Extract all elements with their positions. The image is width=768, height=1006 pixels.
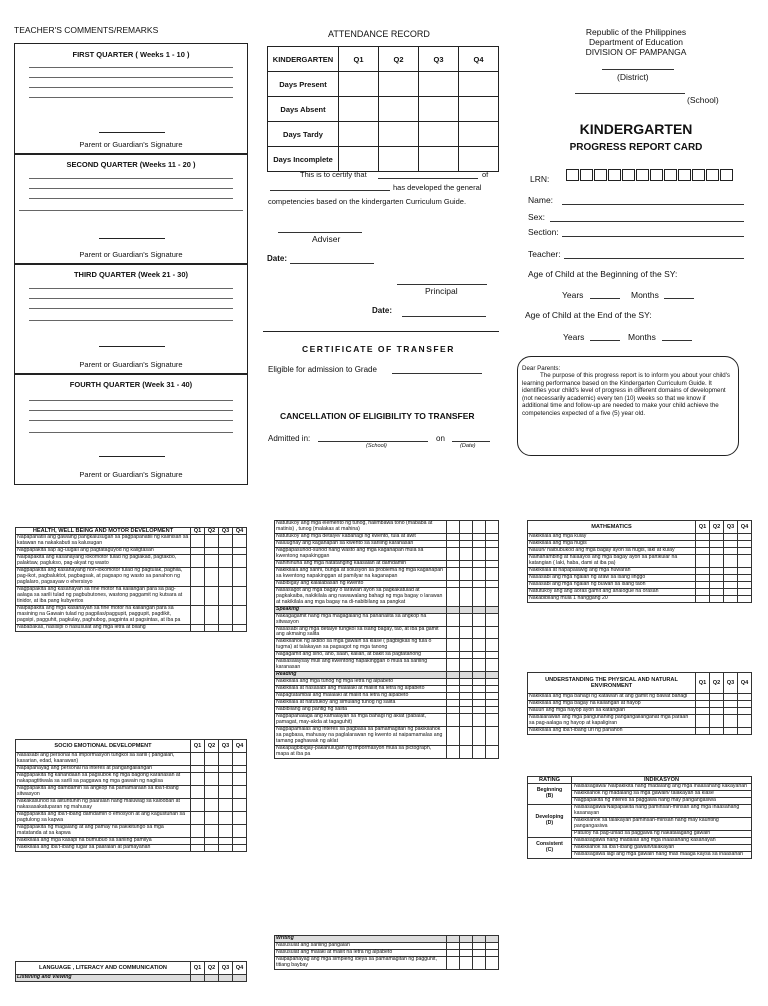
rating-table [527,776,752,859]
indikasyon-text: Nakikilahok ng madalang sa mga gawain/ talakayan sa klase [572,791,752,798]
attendance-heading: ATTENDANCE RECORD [328,29,430,39]
indikasyon-text: Nakikilahok sa iba't-ibang gawain/talakayan [572,845,752,852]
rating-header: RATING [528,777,572,784]
quarter-header: Q3 [419,47,459,72]
guardian-signature-label: Parent or Guardian's Signature [79,250,183,259]
letter-salutation: Dear Parents: [522,365,561,372]
competency-text: Nakikilala ang sanhi, bunga at solusyon sa problema ng mga kaganapan sa kwentong napakinggan at pamilyar na kaganapan [275,567,447,580]
table-title: MATHEMATICS [528,521,696,534]
competency-text: Nakikilahok ng aktibo sa mga gawain sa klase ( pagbigkas ng tula o tugma) at talakayan sa pagsagot ng mga tanong [275,639,447,652]
competency-text: Nasasabi ang mga ngalan ng araw sa isang linggo [528,574,696,581]
competency-text: Naipapakita ang kasanayang lokomotor tulad ng paglakad, pagtakbo, palaktaw, paglukso, pag-akyat ng wasto [16,555,191,568]
table-row [275,613,499,626]
school-caption: (School) [366,443,387,449]
competency-text: Napapahayag ang personal na interes at pangangailangan [16,765,191,772]
school-label: (School) [687,95,719,105]
lrn-label: LRN: [530,174,550,184]
competency-text: Nagpapakita ang damdamin sa angkop na pamamaraan sa iba't-ibang sitwasyon [16,785,191,798]
table-row [16,824,247,837]
competency-text: Natutukoy ang ang aoras gamit ang analogue na orasan [528,588,696,595]
table-subheading: Speaking [275,606,447,613]
deped-header [520,27,752,58]
indikasyon-text: Naisasagawa lagi ang mga gawain nang mas maaga kaysa sa inaasahan [572,852,752,859]
attendance-row-label: Days Tardy [268,122,339,147]
table-subheading: Writing [275,936,447,943]
language-continued-table [274,520,499,759]
quarter-header: Q2 [379,47,419,72]
fourth-quarter-box [14,373,248,485]
table-row [275,626,499,639]
indikasyon-text: Naisasagawa nang madalas ang mga inaasahang kasanayan [572,838,752,845]
table-row [16,535,247,548]
table-row [528,714,752,727]
competency-text: Nakabibilang mula 1 hanggang 20 [528,595,696,602]
guardian-signature-label: Parent or Guardian's Signature [79,360,183,369]
table-row [16,624,247,631]
date-label-2: Date: [372,306,393,315]
table-subheading: Listening and Viewing [16,975,191,982]
competency-text: Naihahambing at naiaayos ang mga bagay ayon sa partikular na katangian ( laki, haba, dami at iba pa) [528,554,696,567]
name-label: Name: [528,195,554,205]
indikasyon-text: Patuloy na pag-unlad sa paggawa ng nakatalagang gawain [572,831,752,838]
socio-table: SOCIO EMOTIONAL DEVELOPMENT Q1 Q2 Q3 Q4 Nasasabi ang personal na impormasyon tungkol sa sarili ( pangalan, kasarian, edad, kaarawan) Napapahayag ang personal na interes at pangangailangan Nagpapakita ng kahandaan sa pagsubok ng mga bagong karanasan at nakapagtitiwala sa sarili sa paggawa ng mga gawain ng nagiisa Nagpapakita ang damdamin sa angkop na pamamaraan sa iba't-ibang sitwasyon Nakakasunod sa alituntunin ng paaralan nang maluwag sa kalooban at nakasasakatuparan ng mahusay Nagpapakita ang iba't-ibang damdamin o emosyon at ang kagustuhan sa pagtulong sa kapwa Nagpapakita ng magalang at ang pamay na pakikitungo sa mga matatanda at sa kapwa Nakikilala ang mga kasapi na bumubuo sa sariling pamilya Nakikilala ang iba't-ibang lugar sa paaralan at pamayanan [15,739,247,852]
teacher-field[interactable] [564,258,744,259]
table-title: SOCIO EMOTIONAL DEVELOPMENT [16,740,191,753]
competency-text: Nakikilala ang iba't-ibang uri ng panahon [528,727,696,734]
rating-level: Developing (D) [528,805,572,838]
competency-text: Nagpapakita ng magalang at ang pamay na pakikitungo sa mga matatanda at sa kapwa [16,824,191,837]
certify-line-1: This is to certify that [300,170,367,179]
table-row [528,554,752,567]
date-caption: (Date) [460,443,476,449]
attendance-table [267,46,499,172]
date-label: Date: [267,254,288,263]
competency-text: Nakikilala ang mga kasapi na bumubuo sa sariling pamilya [16,837,191,844]
attendance-row-label: Days Incomplete [268,147,339,172]
guardian-signature-label: Parent or Guardian's Signature [79,140,183,149]
table-row [528,727,752,734]
competency-text: Naiuugnay ang kaganapan sa kwento sa sariling karanasan [275,540,447,547]
table-row [275,956,499,969]
competency-text: Natutukoy ang mga elemento ng tunog, halimbawa tono (mababa at matinis) , tunog (malakas at mahina) [275,521,447,534]
table-row [275,521,499,534]
guardian-signature-label: Parent or Guardian's Signature [79,470,183,479]
attendance-row-label: Days Present [268,72,339,97]
competency-text: Nahihinuha ang mga natatanging kaasalan at damdamin [275,560,447,567]
competency-text: Nakikilala at natutukoy ang simulang tunog ng salita [275,700,447,707]
competency-text: Nagpapamalas ang interes sa pagbasa sa pamamagitan ng pakikilahok sa pagbasa, mahusay na paglalarawan ng kwento at naipamamalas ang tamang paghawak ng aklat [275,727,447,746]
competency-text: Nasasabi ang mga detalye tungkol sa isang bagay, tao, at iba pa gamit ang akmaing salita [275,626,447,639]
health-table: HEALTH, WELL BEING AND MOTOR DEVELOPMENT Q1 Q2 Q3 Q4 Napapanatili ang gawaing pangkalusugan sa pagpapanatili ng kalinisan sa katawan na nakakabuti sa kalusugan Nagpapakita sap ag-uugali ang pagtataguyod ng kaligtasan Naipapakita ang kasanayang lokomotor tulad ng paglakad, pagtakbo, palaktaw, paglukso, pag-akyat ng wasto Nagpapakita ang kasanayang non-lokomotor tulad ng pagtulak, paghila, pag-ikot, pagbaluktot, pagbagsak, at pagsapo ng wasto sa panahon ng paglalaro, pagsayaw o ehersisyo Nagpapakita ang kasanayan sa fine motor na kailangan para sa pag-aalaga sa sarili tulad ng pagbubutones, wastong paggamit ng kutsara at tinidor, at iba pang kubyertos Naipapakita ang mga kasanayan sa fine motor na kailangan para sa masining na Gawain tulad ng pagpilas/paggupit, paggupit, pagdikit, pagsipi, pagguhit, pagkulay, paghubog, pagpinta at pagsintas, at iba pa Nababakas, nasisipi o nasusulat ang mga letra at bilang [15,527,247,632]
comments-heading: TEACHER'S COMMENTS/REMARKS [14,25,159,35]
competency-text: Nakapagbibigay-pakahulugan ng impormasyon mula sa pictograph, mapa at iba pa [275,745,447,758]
second-quarter-box [14,153,248,265]
table-row [16,568,247,587]
competency-text: Naipapahayag ang mga simpleng ideya sa pamamagitan ng pagguhit, titiang baybay [275,956,447,969]
competency-text: Nakikilala ang mga hugis [528,540,696,547]
table-row [16,785,247,798]
table-row [275,727,499,746]
competency-text: Nakikilala ang mga bahagi ng katawan at ang gamit ng bawat bahagi [528,694,696,701]
quarter-title: FOURTH QUARTER (Week 31 - 40) [69,380,193,389]
competency-text: Nasasagot ang mga bagay o larawan ayon sa pagkakatulad at pagkakaiba, nakikilala ang nawawalang bahagi ng mga bagay o larawan at nakikilala ang mga bagay na di-nabibilang sa pangkat [275,587,447,606]
table-row [275,745,499,758]
indikasyon-text: Nagpapakita ng interes sa paggawa nang may pangangasiwa [572,798,752,805]
table-title: LANGUAGE , LITERACY AND COMMUNICATION [16,962,191,975]
header-line: Republic of the Philippines [585,27,687,37]
sex-label: Sex: [528,212,546,222]
competency-text: Nauuri ang mga hayop ayon sa katangian [528,707,696,714]
table-row [275,567,499,580]
competency-text: Naipapakita ang mga kasanayan sa fine motor na kailangan para sa masining na Gawain tulad ng pagpilas/paggupit, paggupit, pagdikit, pagsipi, pagguhit, pagkulay, paghubog, pagpinta at pagsintas, at iba pa [16,606,191,625]
quarter-title: SECOND QUARTER (Weeks 11 - 20 ) [66,160,196,169]
table-row [16,606,247,625]
rating-level: Beginning (B) [528,784,572,805]
teacher-label: Teacher: [528,249,561,259]
table-title: UNDERSTANDING THE PHYSICAL AND NATURAL ENVIRONMENT [528,673,696,694]
lrn-boxes[interactable] [566,168,734,186]
eligible-label: Eligible for admission to Grade [268,365,377,374]
age-end-label: Age of Child at the End of the SY: [525,310,652,320]
table-row [16,844,247,851]
attendance-corner: KINDERGARTEN [268,47,339,72]
report-subtitle: PROGRESS REPORT CARD [569,142,703,153]
math-table: MATHEMATICS Q1 Q2 Q3 Q4 Nakikilala ang mga kulay Nakikilala ang mga hugis Nauuri/ naibubukod ang mga bagay ayon sa hugis, laki at kulay Naihahambing at naiaayos ang mga bagay ayon sa partikular na katangian ( laki, haba, dami at iba pa) Nakikilala at napapalawig ang mga huwaran Nasasabi ang mga ngalan ng araw sa isang linggo Nasasabi ang mga ngalan ng buwan sa isang taon Natutukoy ang ang aoras gamit ang analogue na orasan Nakabibilang mula 1 hanggang 20 [527,520,752,603]
name-field[interactable] [562,204,744,205]
months-label: Months [628,332,656,342]
competency-text: Nagpapakita ng kahandaan sa pagsubok ng mga bagong karanasan at nakapagtitiwala sa sarili sa paggawa ng mga gawain ng nagiisa [16,772,191,785]
competency-text: Nagpapakita ang kasanayang non-lokomotor tulad ng pagtulak, paghila, pag-ikot, pagbaluktot, pagbagsak, at pagsapo ng wasto sa panahon ng paglalaro, pagsayaw o ehersisyo [16,568,191,587]
language-table: LANGUAGE , LITERACY AND COMMUNICATION Q1 Q2 Q3 Q4 Listening and Viewing [15,961,247,982]
on-label: on [436,434,445,443]
transfer-heading: CERTIFICATE OF TRANSFER [302,344,455,354]
competency-text: Nasasabi ang personal na impormasyon tungkol sa sarili ( pangalan, kasarian, edad, kaarawan) [16,753,191,766]
quarter-header: Q4 [459,47,499,72]
competency-text: Naisalarawan ang mga pangunahing pangangailanganat mga paraan sa pag-aalaga ng hayop at kapaligiran [528,714,696,727]
competency-text: Natutukoy ang mga detalye/ kabahagi ng kwento, tula at awit [275,533,447,540]
physical-table: UNDERSTANDING THE PHYSICAL AND NATURAL ENVIRONMENT Q1 Q2 Q3 Q4 Nakikilala ang mga bahagi ng katawan at ang gamit ng bawat bahagi Nakikilala ang mga bagay na kailangan at hayop Nauuri ang mga hayop ayon sa katangian Naisalarawan ang mga pangunahing pangangailanganat mga paraan sa pag-aalaga ng hayop at kapaligiran Nakikilala ang iba't-ibang uri ng panahon [527,672,752,735]
competency-text: Nasusulat ang malaki at maliit na letra ng alpabeto [275,949,447,956]
certify-line-2: has developed the general [393,183,482,192]
rating-level: Consistent (C) [528,838,572,859]
competency-text: Napagtatambal ang malalaki at maliit na letra ng alpabeto [275,693,447,700]
section-field[interactable] [562,236,744,237]
table-subheading: Reading [275,672,447,679]
parents-letter [517,356,739,456]
competency-text: Nababakas, nasisipi o nasusulat ang mga letra at bilang [16,624,191,631]
adviser-label: Adviser [312,234,341,244]
competency-text: Naisasalaysay muli ang kwentong napakinggan o mula sa sariling karanasan [275,659,447,672]
header-line: Department of Education [588,37,684,48]
quarter-title: FIRST QUARTER ( Weeks 1 - 10 ) [72,50,190,59]
competency-text: Nakikilala at nasasabi ang malalaki at maliiit na letra ng alpabeto [275,686,447,693]
table-title: HEALTH, WELL BEING AND MOTOR DEVELOPMENT [16,528,191,535]
section-label: Section: [528,227,559,237]
competency-text: Nabibigay ang kalalabasan ng kwento [275,580,447,587]
years-label: Years [562,290,584,300]
table-row [16,753,247,766]
cancel-heading: CANCELLATION OF ELIGIBILITY TO TRANSFER [280,411,475,421]
table-row [275,547,499,560]
table-row [16,587,247,606]
competency-text: Nakikilala ang mga tunog ng mga letra ng alpabeto [275,679,447,686]
competency-text: Nagagamit ang sino, ano, saan, kailan, at bakit sa pagtatanong [275,652,447,659]
quarter-title: THIRD QUARTER (Week 21 - 30) [73,270,189,279]
competency-text: Nagpapahalaga ang kamalayan sa mga bahagi ng aklat (pabalat, pamagat, may-akda at tagaguhit) [275,714,447,727]
admitted-label: Admitted in: [268,434,311,443]
indikasyon-header: INDIKASYON [572,777,752,784]
competency-text: Nakikilala ang iba't-ibang lugar sa paaralan at pamayanan [16,844,191,851]
competency-text: Nagpapakita ang kasanayan sa fine motor na kailangan para sa pag-aalaga sa sarili tulad ng pagbubutones, wastong paggamit ng kutsara at tinidor, at iba pang kubyertos [16,587,191,606]
months-label: Months [631,290,659,300]
table-row [16,798,247,811]
table-row [16,811,247,824]
sex-field[interactable] [550,221,744,222]
table-row [16,772,247,785]
rating-row [528,805,752,818]
competency-text: Nauuri/ naibubukod ang mga bagay ayon sa hugis, laki at kulay [528,547,696,554]
competency-text: Nakikilala at napapalawig ang mga huwaran [528,567,696,574]
years-label: Years [563,332,585,342]
attendance-row-label: Days Absent [268,97,339,122]
indikasyon-text: Nakikilahok sa talakayan paminsan-minsan nang may kaunting pangangasiwa [572,818,752,831]
header-line: DIVISION OF PAMPANGA [585,47,687,58]
first-quarter-box [14,43,248,155]
table-row [275,659,499,672]
table-row [275,714,499,727]
writing-table [274,935,499,970]
district-label: (District) [617,72,649,82]
competency-text: Nasusulat ang sariling pangalan [275,942,447,949]
competency-text: Nakagagamit nang mga magagalang na pananalita sa angkop na sitwasyon [275,613,447,626]
table-row [528,595,752,602]
competency-text: Nagpapakita ang iba't-ibang damdamin o emosyon at ang kagustuhan sa pagtulong sa kapwa [16,811,191,824]
quarter-header: Q1 [339,47,379,72]
competency-text: Nagpapasunod-sunod nang wasto ang mga kaganapan mula sa kwentong napakinggan [275,547,447,560]
competency-text: Nabibilang ang pantig ng salita [275,707,447,714]
table-row [275,587,499,606]
competency-text: Nakikilala ang mga kulay [528,534,696,541]
indikasyon-text: Naisasagawa/ Naipakikita nang madalang ang mga inaasahang kakayahan [572,784,752,791]
third-quarter-box [14,263,248,375]
report-title: KINDERGARTEN [579,121,693,137]
indikasyon-text: Naisasagawa/Naipapakita nang paminsan-minsan ang mga inaasahang kasanayan [572,805,752,818]
letter-body: The purpose of this progress report is to inform you about your child's learning performance based on the Kindergarten Curriculum Guide. It identifies your child's level of progress in different domains of development (not necessarily academic) every ten (10) weeks so that we know if additional time and follow-up are needed to make your child achieve the competencies expected of a five (5) year old. [522,372,730,417]
competency-text: Napapanatili ang gawaing pangkalusugan sa pagpapanatili ng kalinisan sa katawan na nakakabuti sa kalusugan [16,535,191,548]
competency-text: Nakikilala ang mga bagay na kailangan at hayop [528,700,696,707]
table-row [16,555,247,568]
age-begin-label: Age of Child at the Beginning of the SY: [528,269,678,279]
competency-text: Nakakasunod sa alituntunin ng paaralan nang maluwag sa kalooban at nakasasakatuparan ng mahusay [16,798,191,811]
competency-text: Nasasabi ang mga ngalan ng buwan sa isang taon [528,581,696,588]
principal-label: Principal [425,286,458,296]
certify-of: of [482,170,489,179]
certify-line-3: competencies based on the kindergarten Curriculum Guide. [268,197,467,206]
table-row [275,639,499,652]
competency-text: Nagpapakita sap ag-uugali ang pagtataguyod ng kaligtasan [16,548,191,555]
